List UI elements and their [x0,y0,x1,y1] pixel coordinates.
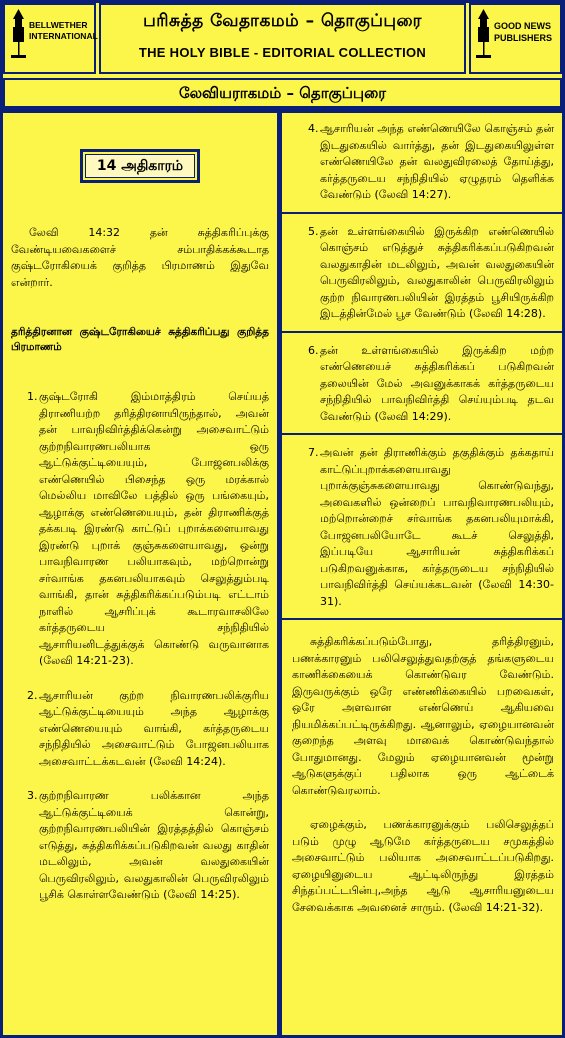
list-item [11,688,269,771]
logo-left-line2: INTERNATIONAL [29,31,98,42]
page-title-tamil: பரிசுத்த வேதாகமம் – தொகுப்புரை [143,11,422,31]
title-box [99,3,466,74]
list-item [292,445,554,610]
item-text: ஆசாரியன் குற்ற நிவாரணபலிக்குரிய ஆட்டுக்குட்டியையும் அந்த ஆழாக்கு எண்ணெயையும் வாங்கி, கர்த்தருடைய சந்நிதியில் அசைவாட்டும் போஜனபலியாக அசைவாட்டக்கடவன் (லேவி 14:24). [39,688,269,768]
item-number: 5. [308,224,319,238]
right-column [282,113,562,1035]
item-text: அவன் தன் திராணிக்கும் தகுதிக்கும் தக்கதாய் காட்டுப்புறாக்களையாவது புறாக்குஞ்சுகளையாவது கொண்டுவந்து, அவைகளில் ஒன்றைப் பாவநிவாரணபலியும், மற்றொன்றைச் சர்வாங்க தகனபலியுமாக்கி, போஜனபலியோடே கூடச் செலுத்தி, இப்படியே ஆசாரியன் சுத்திகரிக்கப் படுகிறவனுக்காக, கர்த்தருடைய சந்நிதியில் பாவநிவிர்த்தி செய்யக்கடவன் (லேவி 14:30-31). [320,446,554,608]
book-subtitle: லேவியராகமம் – தொகுப்புரை [3,78,562,108]
item-number: 2. [27,688,38,702]
header [3,3,562,77]
list-item [292,343,554,426]
item-text: தன் உள்ளங்கையில் இருக்கிற மற்ற எண்ணெயைச் சுத்திகரிக்கப் படுகிறவன் தலையின் மேல் அவனுக்காகக் கர்த்தருடைய சந்நிதியில் பாவநிவிர்த்தி செய்யும்படி தடவ வேண்டும் (லேவி 14:29). [320,343,554,423]
list-item [11,389,269,670]
section-heading: தரித்திரனான குஷ்டரோகியைச் சுத்திகரிப்பது குறித்த பிரமாணம் [11,326,269,353]
item-number: 3. [27,789,38,802]
list-item [11,788,269,904]
item-text: குற்றநிவாரண பலிக்கான அந்த ஆட்டுக்குட்டியைக் கொன்று, குற்றநிவாரணபலியின் இரத்தத்தில் கொஞ்சம் எடுத்து, சுத்திகரிக்கப்படுகிறவன் வலது காதின் மடலிலும், அவன் வலதுகையின் பெருவிரலிலும், வலதுகாலின் பெருவிரலிலும் பூசிக் கொள்ளவேண்டும் (லேவி 14:25). [39,789,269,901]
chapter-label: 14 அதிகாரம் [80,149,200,183]
list-item [292,121,554,204]
item-number: 1. [27,390,38,403]
item-text: குஷ்டரோகி இம்மாத்திரம் செய்யத் திராணியற்ற தரித்திரனாயிருந்தால், அவன் தன் பாவநிவிர்த்திக்கென்று அசைவாட்டும் குற்றநிவாரணபலியாக ஒரு ஆட்டுக்குட்டியையும், போஜனபலிக்கு எண்ணெயில் பிசைந்த ஒரு மரக்கால் மெல்லிய மாவிலே பத்தில் ஒரு பங்கையும், ஆழாக்கு எண்ணெயையும், தன் திராணிக்குத் தக்கபடி இரண்டு காட்டுப் புறாக்களையாவது இரண்டு புறாக் குஞ்சுகளையாவது, ஒன்று பாவநிவாரண பலியாகவும், மற்றொன்று சர்வாங்க தகனபலியாகவும் செலுத்தும்படி வாங்கி, தான் சுத்திகரிக்கப்படும்படி எட்டாம் நாளில் ஆசரிப்புக் கூடாரவாசலிலே கர்த்தருடைய சந்நிதியில் ஆசாரியனிடத்துக்குக் கொண்டு வருவானாக (லேவி 14:21-23). [39,390,269,667]
logo-left-line1: BELLWETHER [29,20,88,30]
item-divider [282,618,562,620]
body-paragraph: சுத்திகரிக்கப்படும்போது, தரித்திரனும், பணக்காரனும் பலிசெலுத்துவதற்குத் தங்களுடைய காணிக்கையைக் கொண்டுவர வேண்டும். இருவருக்கும் ஒரே எண்ணிக்கையில் பறவைகள், ஒரே அளவான எண்ணெய் ஆகியவை நியமிக்கப்பட்டிருக்கிறது. ஆனாலும், ஏழையானவன் குறைந்த அளவு மாவைக் கொண்டுவந்தால் போதுமானது. மேலும் ஏழையானவன் மூன்று ஆடுகளுக்குப் பதிலாக ஒரு ஆட்டைக் கொண்டுவரலாம். [292,635,554,797]
body-paragraph: ஏழைக்கும், பணக்காரனுக்கும் பலிசெலுத்தப் படும் முழு ஆடுமே கர்த்தருடைய சமுகத்தில் அசைவாட்டும் பலியாக அசைவாட்டப்படுகிறது. ஏழையினுடைய ஆட்டிலிருந்து இரத்தம் சிந்தப்பட்டபின்பு,அந்த ஆடு ஆசாரியனுடைய சேவைக்காக அவனைச் சாரும். (லேவி 14:21-32). [292,818,554,914]
item-text: தன் உள்ளங்கையில் இருக்கிற எண்ணெயில் கொஞ்சம் எடுத்துச் சுத்திகரிக்கப்படுகிறவன் வலதுகாதின் மடலிலும், அவன் வலதுகையின் பெருவிரலிலும், வலதுகாலின் பெருவிரலிலும் குற்ற நிவாரணபலியின் இரத்தம் பூசியிருக்கிற இடத்தின்மேல் பூச வேண்டும் (லேவி 14:28). [320,224,554,320]
item-text: ஆசாரியன் அந்த எண்ணெயிலே கொஞ்சம் தன் இடதுகையில் வார்த்து, தன் இடதுகையிலுள்ள எண்ணெயிலே தன் வலதுவிரலைத் தோய்த்து, கர்த்தருடைய சந்நிதியில் ஏழுதரம் தெளிக்க வேண்டும் (லேவி 14:27). [320,122,554,201]
bellwether-logo [3,3,96,74]
item-number: 6. [308,343,319,357]
item-divider [282,331,562,333]
logo-right-line2: PUBLISHERS [494,33,553,44]
good-news-logo [469,3,562,74]
logo-right-line1: GOOD NEWS [494,21,552,31]
list-item [292,224,554,323]
page-title-english: THE HOLY BIBLE - EDITORIAL COLLECTION [138,45,427,60]
item-number: 4. [308,122,319,135]
item-divider [282,433,562,435]
intro-paragraph: லேவி 14:32 தன் சுத்திகரிப்புக்கு வேண்டியவைகளைச் சம்பாதிக்கக்கூடாத குஷ்டரோகியைக் குறித்த பிரமாணம் இதுவே என்றார். [11,226,269,289]
item-number: 7. [308,446,319,459]
item-divider [282,212,562,214]
left-column [3,113,277,1035]
